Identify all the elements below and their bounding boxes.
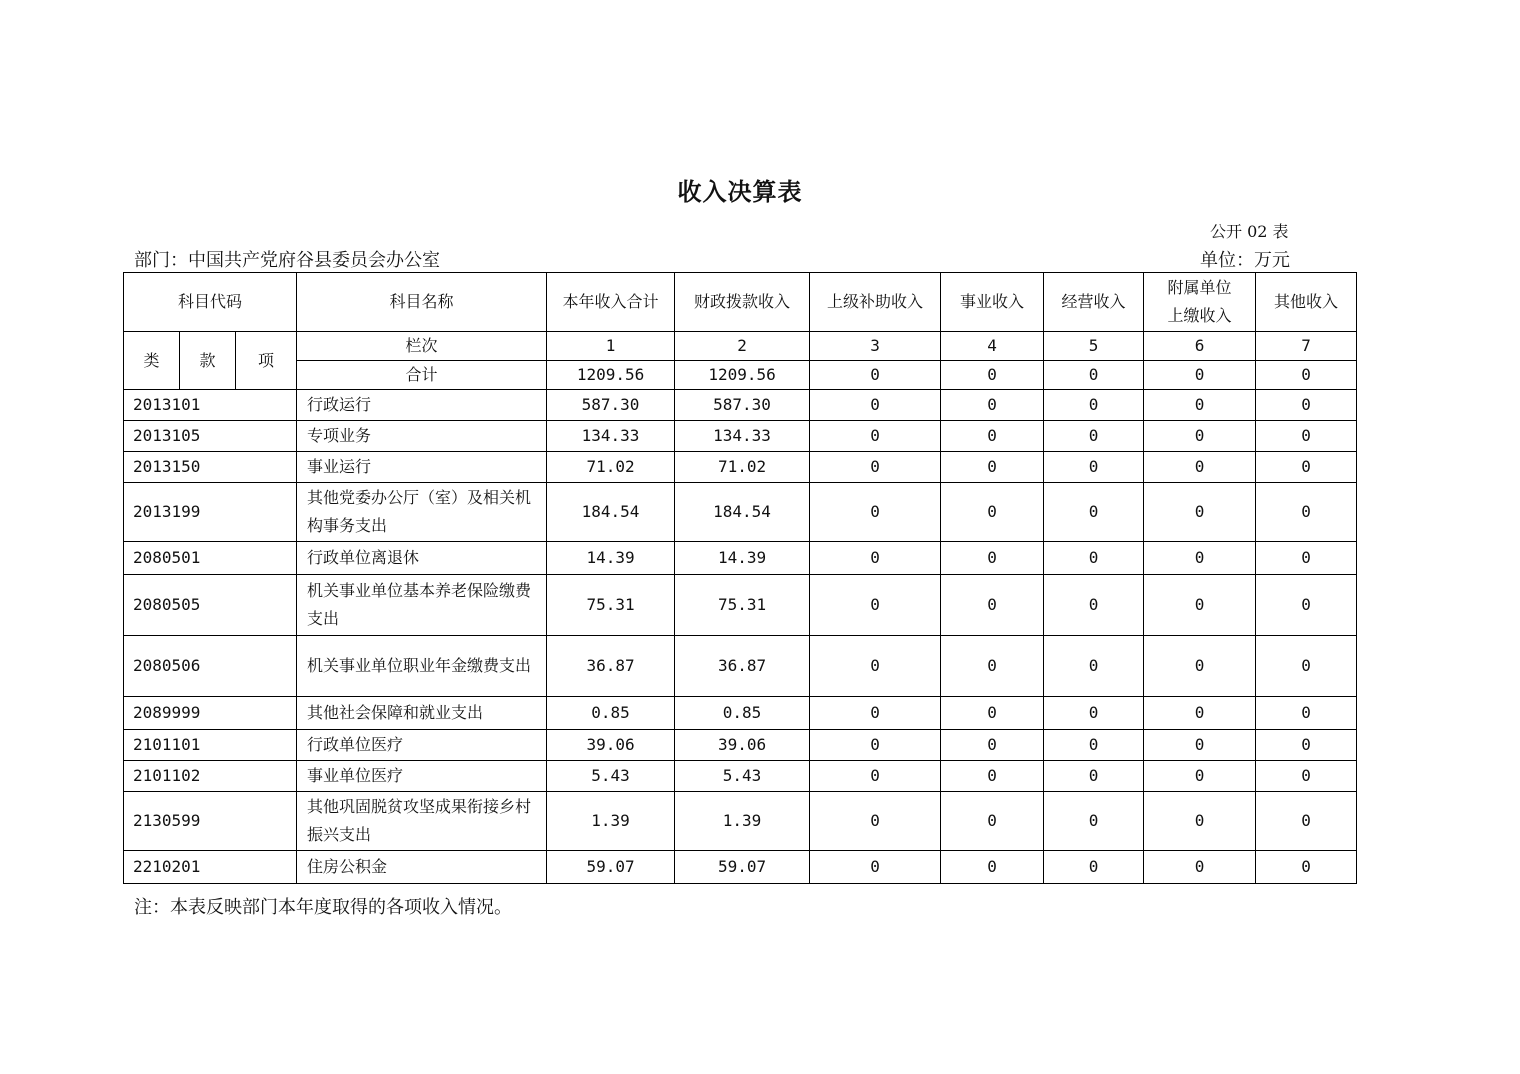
row-value: 0 (1044, 452, 1144, 483)
row-name: 行政单位离退休 (297, 542, 547, 575)
row-name: 事业运行 (297, 452, 547, 483)
row-value: 0 (1044, 761, 1144, 792)
header-name: 科目名称 (297, 273, 547, 332)
row-name: 机关事业单位基本养老保险缴费支出 (297, 575, 547, 636)
row-value: 0 (1144, 542, 1256, 575)
unit-label: 单位：万元 (1200, 250, 1290, 271)
row-value: 0 (1144, 575, 1256, 636)
table-row (124, 730, 1357, 761)
row-value: 0 (1256, 483, 1357, 542)
row-name: 机关事业单位职业年金缴费支出 (297, 636, 547, 697)
row-name: 专项业务 (297, 421, 547, 452)
row-value: 0 (1256, 390, 1357, 421)
table-row (124, 421, 1357, 452)
col-num: 3 (810, 332, 941, 361)
row-name: 事业单位医疗 (297, 761, 547, 792)
row-value: 0 (1144, 452, 1256, 483)
row-value: 0 (1044, 792, 1144, 851)
row-value: 0 (810, 390, 941, 421)
row-value: 0 (1144, 730, 1256, 761)
row-value: 0 (1044, 636, 1144, 697)
row-code: 2089999 (124, 697, 297, 730)
header-operating: 经营收入 (1044, 273, 1144, 332)
row-value: 0 (941, 390, 1044, 421)
table-row (124, 697, 1357, 730)
row-value: 0 (1256, 575, 1357, 636)
sum-value: 0 (941, 361, 1044, 390)
row-value: 0 (1044, 851, 1144, 884)
col-num: 2 (675, 332, 810, 361)
form-number: 公开 02 表 (1210, 222, 1289, 241)
row-code: 2210201 (124, 851, 297, 884)
table-row (124, 761, 1357, 792)
table-row (124, 851, 1357, 884)
col-num: 4 (941, 332, 1044, 361)
row-value: 0 (1256, 542, 1357, 575)
header-xiang: 项 (236, 332, 297, 390)
row-name: 住房公积金 (297, 851, 547, 884)
sum-value: 1209.56 (675, 361, 810, 390)
header-affiliate (1144, 273, 1256, 332)
row-code: 2013101 (124, 390, 297, 421)
col-num: 7 (1256, 332, 1357, 361)
header-row (124, 273, 1357, 332)
row-name: 行政单位医疗 (297, 730, 547, 761)
row-value: 14.39 (675, 542, 810, 575)
row-code: 2101102 (124, 761, 297, 792)
column-number-row (124, 332, 1357, 361)
income-table (123, 272, 1357, 884)
col-num: 5 (1044, 332, 1144, 361)
row-value: 0 (1256, 697, 1357, 730)
row-code: 2101101 (124, 730, 297, 761)
row-code: 2013199 (124, 483, 297, 542)
sum-label: 合计 (297, 361, 547, 390)
row-value: 75.31 (675, 575, 810, 636)
row-value: 0 (1144, 792, 1256, 851)
row-code: 2080501 (124, 542, 297, 575)
row-value: 71.02 (675, 452, 810, 483)
row-name: 行政运行 (297, 390, 547, 421)
col-num: 1 (547, 332, 675, 361)
row-value: 0 (810, 761, 941, 792)
row-value: 1.39 (547, 792, 675, 851)
row-value: 0 (941, 761, 1044, 792)
row-value: 0 (941, 697, 1044, 730)
row-value: 5.43 (675, 761, 810, 792)
row-value: 0 (810, 483, 941, 542)
row-value: 0 (810, 851, 941, 884)
row-value: 0 (1144, 851, 1256, 884)
table-row (124, 452, 1357, 483)
table-row (124, 792, 1357, 851)
row-value: 0 (1144, 421, 1256, 452)
row-value: 0 (941, 452, 1044, 483)
row-value: 0 (1044, 421, 1144, 452)
header-affiliate-line2: 上缴收入 (1167, 306, 1232, 325)
row-value: 0 (810, 730, 941, 761)
row-value: 0 (1144, 483, 1256, 542)
header-fiscal: 财政拨款收入 (675, 273, 810, 332)
row-value: 36.87 (547, 636, 675, 697)
sum-row (124, 361, 1357, 390)
row-value: 5.43 (547, 761, 675, 792)
department-label: 部门：中国共产党府谷县委员会办公室 (134, 250, 440, 271)
header-kuan: 款 (180, 332, 236, 390)
row-value: 1.39 (675, 792, 810, 851)
row-value: 0.85 (547, 697, 675, 730)
row-code: 2130599 (124, 792, 297, 851)
row-value: 0 (810, 575, 941, 636)
row-value: 0 (1144, 390, 1256, 421)
sum-value: 0 (1256, 361, 1357, 390)
sum-value: 1209.56 (547, 361, 675, 390)
row-value: 0 (941, 483, 1044, 542)
row-value: 0 (1256, 761, 1357, 792)
row-name: 其他巩固脱贫攻坚成果衔接乡村振兴支出 (297, 792, 547, 851)
row-value: 14.39 (547, 542, 675, 575)
row-value: 0 (941, 542, 1044, 575)
table-row (124, 575, 1357, 636)
table-row (124, 542, 1357, 575)
row-value: 0 (1256, 421, 1357, 452)
row-value: 134.33 (547, 421, 675, 452)
row-value: 0 (1256, 730, 1357, 761)
row-value: 184.54 (547, 483, 675, 542)
row-value: 0 (810, 697, 941, 730)
row-value: 0 (1144, 636, 1256, 697)
row-name: 其他党委办公厅（室）及相关机构事务支出 (297, 483, 547, 542)
row-value: 0 (1144, 761, 1256, 792)
header-lei: 类 (124, 332, 180, 390)
row-value: 0 (1044, 542, 1144, 575)
row-value: 587.30 (547, 390, 675, 421)
header-total: 本年收入合计 (547, 273, 675, 332)
row-value: 0 (1256, 636, 1357, 697)
table-row (124, 483, 1357, 542)
row-value: 0 (1044, 575, 1144, 636)
row-value: 59.07 (547, 851, 675, 884)
row-value: 71.02 (547, 452, 675, 483)
row-value: 0 (941, 792, 1044, 851)
row-value: 0 (941, 851, 1044, 884)
header-superior: 上级补助收入 (810, 273, 941, 332)
row-value: 0 (941, 421, 1044, 452)
header-affiliate-line1: 附属单位 (1167, 278, 1232, 297)
row-code: 2013150 (124, 452, 297, 483)
row-value: 0 (1044, 390, 1144, 421)
row-value: 0 (1256, 452, 1357, 483)
row-value: 0 (1044, 697, 1144, 730)
row-name: 其他社会保障和就业支出 (297, 697, 547, 730)
row-value: 39.06 (675, 730, 810, 761)
sum-value: 0 (810, 361, 941, 390)
row-value: 0 (810, 421, 941, 452)
row-value: 0 (810, 792, 941, 851)
row-value: 0 (941, 575, 1044, 636)
sum-value: 0 (1044, 361, 1144, 390)
row-value: 0 (941, 730, 1044, 761)
row-value: 0 (810, 542, 941, 575)
row-value: 0 (810, 452, 941, 483)
row-value: 0 (1256, 851, 1357, 884)
row-value: 184.54 (675, 483, 810, 542)
row-value: 0 (941, 636, 1044, 697)
row-value: 0.85 (675, 697, 810, 730)
page-title: 收入决算表 (677, 177, 803, 206)
row-code: 2080506 (124, 636, 297, 697)
table-row (124, 636, 1357, 697)
row-value: 59.07 (675, 851, 810, 884)
row-value: 0 (1044, 483, 1144, 542)
header-other: 其他收入 (1256, 273, 1357, 332)
row-value: 75.31 (547, 575, 675, 636)
sum-value: 0 (1144, 361, 1256, 390)
row-value: 0 (1144, 697, 1256, 730)
row-value: 36.87 (675, 636, 810, 697)
column-label: 栏次 (297, 332, 547, 361)
row-value: 0 (1044, 730, 1144, 761)
row-value: 587.30 (675, 390, 810, 421)
table-row (124, 390, 1357, 421)
header-business: 事业收入 (941, 273, 1044, 332)
col-num: 6 (1144, 332, 1256, 361)
row-value: 0 (810, 636, 941, 697)
row-value: 134.33 (675, 421, 810, 452)
row-code: 2013105 (124, 421, 297, 452)
header-code: 科目代码 (124, 273, 297, 332)
row-code: 2080505 (124, 575, 297, 636)
row-value: 0 (1256, 792, 1357, 851)
row-value: 39.06 (547, 730, 675, 761)
footnote: 注：本表反映部门本年度取得的各项收入情况。 (134, 897, 512, 918)
